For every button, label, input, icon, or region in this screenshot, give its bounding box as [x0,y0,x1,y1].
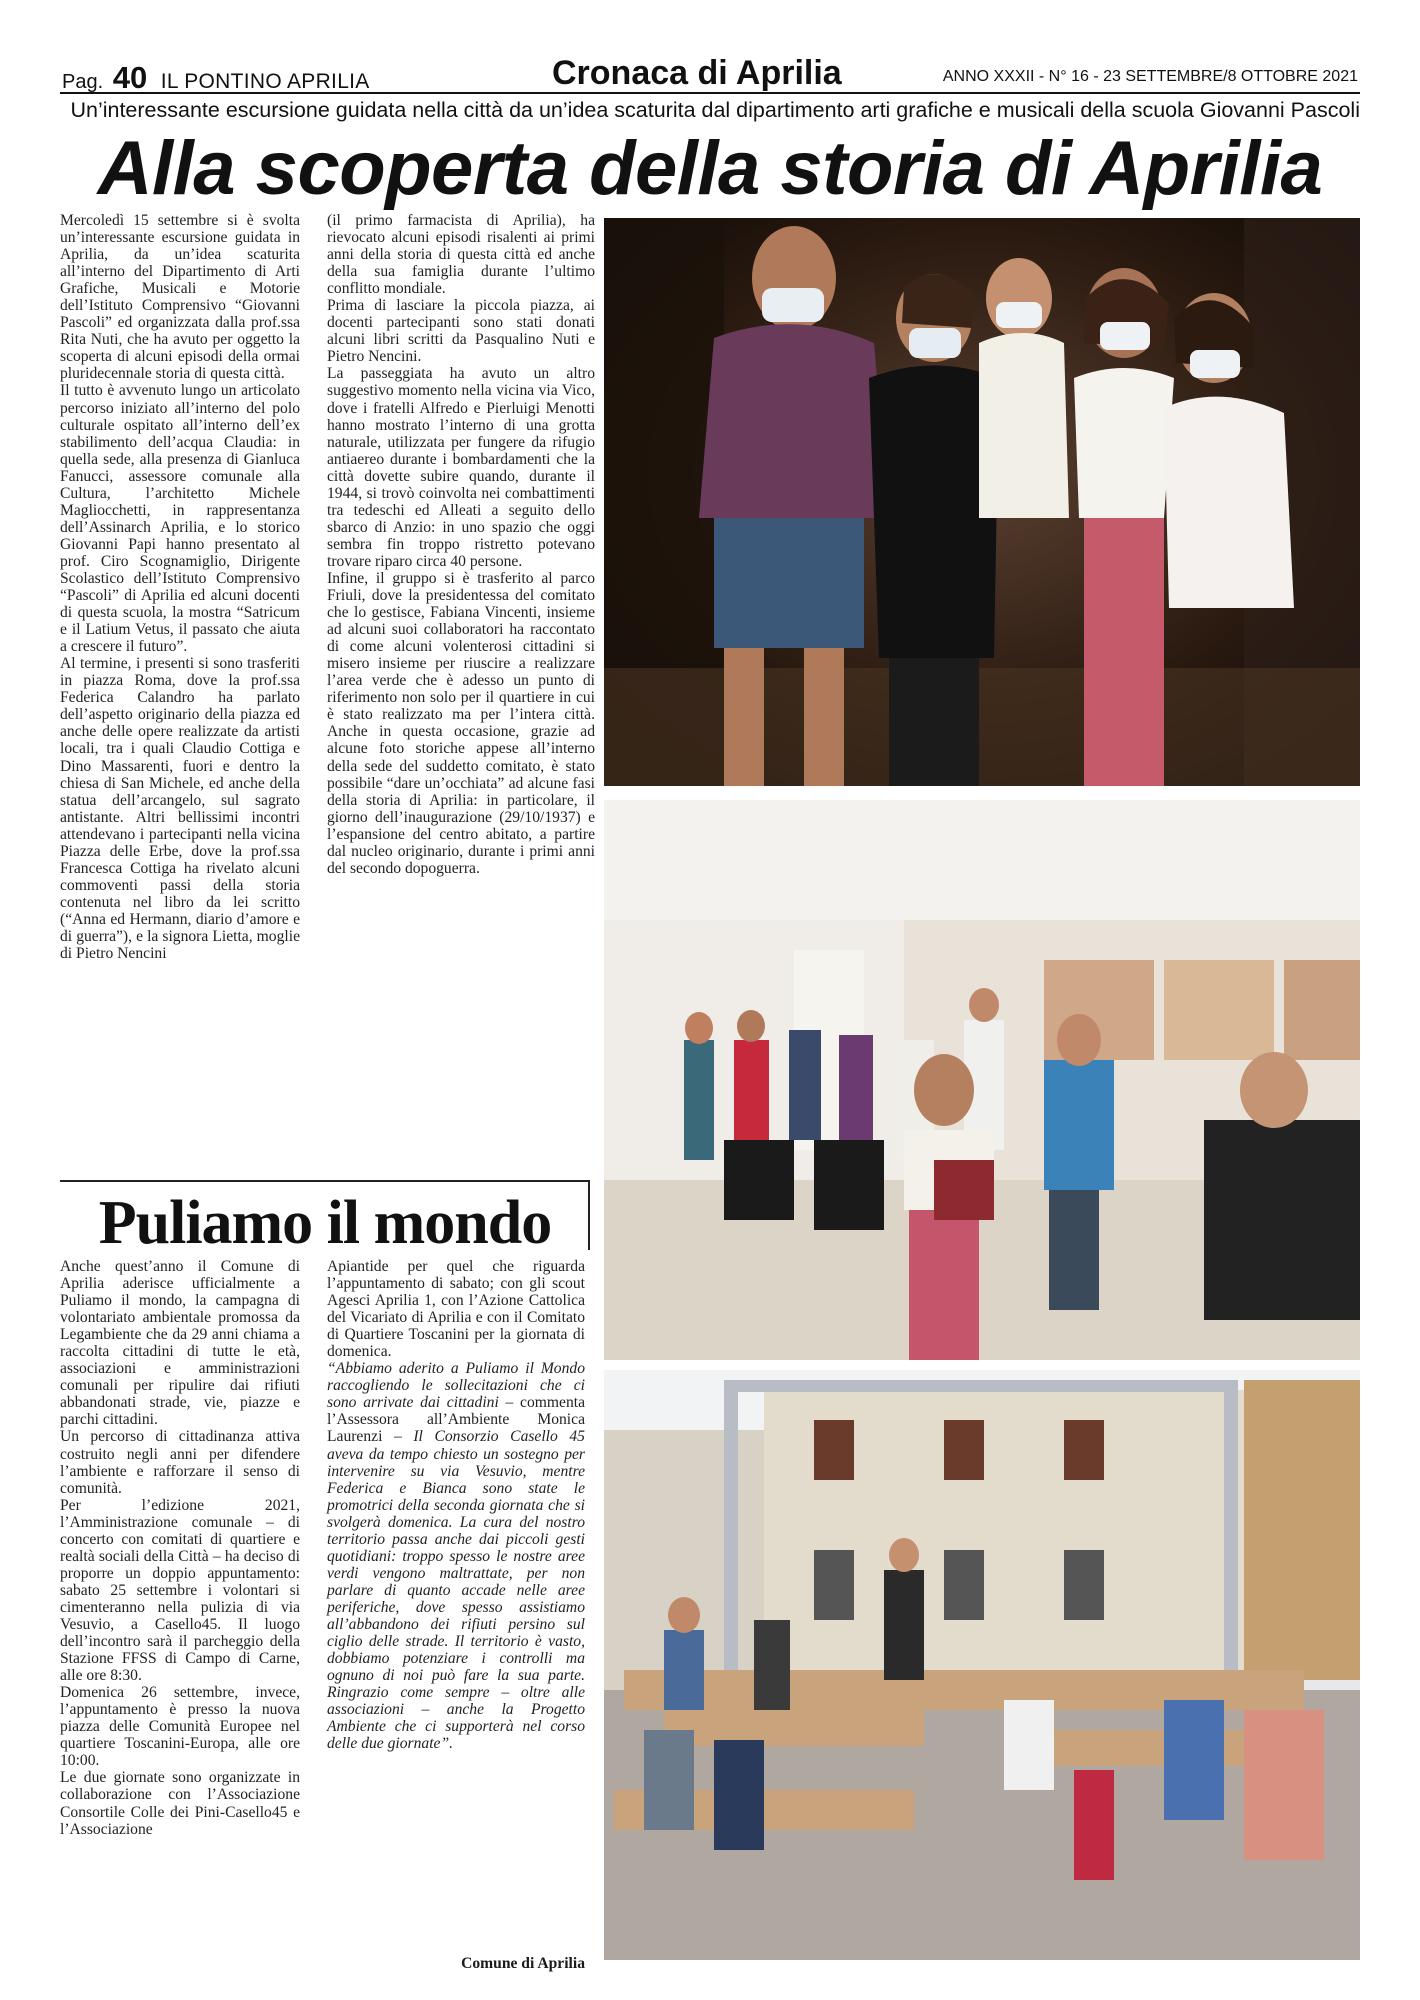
article2-signature: Comune di Aprilia [461,1955,585,1972]
article2-column-2 [327,1258,585,1752]
article2-paragraph: Anche quest’anno il Comune di Aprilia aderisce ufficialmente a Puliamo il mondo, la campagna di volontariato ambientale promossa da Legambiente che da 29 anni chiama a raccolta cittadini di tutte le età, associazioni e amministrazioni comunali per ripulire dai rifiuti abbandonati strade, vie, piazze e parchi cittadini. [60,1258,300,1429]
page-header-left [62,60,370,96]
article2-headline: Puliamo il mondo [98,1189,552,1257]
article1-paragraph: Al termine, i presenti si sono trasferiti in piazza Roma, dove la prof.ssa Federica Calandro ha parlato dell’aspetto originario della piazza ed anche delle opere realizzate da artisti locali, tra i quali Claudio Cottiga e Dino Massarenti, fuori e dentro la chiesa di San Michele, ed anche della statua dell’arcangelo, sul sagrato antistante. Altri bellissimi incontri attendevano i partecipanti nella vicina Piazza delle Erbe, dove la prof.ssa Francesca Cottiga ha rivelato alcuni commoventi passi della storia contenuta nel libro da lei scritto (“Anna ed Hermann, diario d’amore e di guerra”), e la signora Lietta, moglie di Pietro Nencini [60,655,300,963]
newspaper-name: IL PONTINO APRILIA [160,70,370,93]
article2-quote-paragraph [327,1360,585,1752]
article2-paragraph: Per l’edizione 2021, l’Amministrazione comunale – di concerto con comitati di quartiere e realtà sociali della Città – ha deciso di proporre un doppio appuntamento: sabato 25 settembre i volontari si cimenteranno nella pulizia di via Vesuvio, a Casello45. Il luogo dell’incontro sarà il parcheggio della Stazione FFSS di Campo di Carne, alle ore 8:30. [60,1496,300,1685]
article1-paragraph: Il tutto è avvenuto lungo un articolato percorso iniziato all’interno del polo culturale ospitato all’interno dell’ex stabilimento dell’acqua Claudia: in quella sede, alla presenza di Gianluca Fanucci, assessore comunale alla Cultura, l’architetto Michele Magliocchetti, in rappresentanza dell’Assinarch Aprilia, e lo storico Giovanni Papi hanno presentato al prof. Ciro Scognamiglio, Dirigente Scolastico dell’Istituto Comprensivo “Pascoli” di Aprilia ed alcuni docenti di questa scuola, la mostra “Satricum e il Latium Vetus, il passato che aiuta a crescere il futuro”. [60,382,300,656]
issue-info: ANNO XXXII - N° 16 - 23 SETTEMBRE/8 OTTOBRE 2021 [942,68,1358,85]
article2-paragraph: Domenica 26 settembre, invece, l’appuntamento è presso la nuova piazza delle Comunità Europee nel quartiere Toscanini-Europa, alle ore 10:00. [60,1684,300,1770]
page-label: Pag. [62,71,104,93]
header-rule [60,92,1360,94]
article2-column-1 [60,1258,300,1838]
page-number: 40 [112,60,148,95]
photo-exhibition-room [604,800,1360,1360]
quote-attribution: – commenta l’Assessora all’Ambiente Monica Laurenzi – [327,1394,586,1446]
quote-part-b: Il Consorzio Casello 45 aveva da tempo chiesto un sostegno per intervenire su via Vesuvio, mentre Federica e Bianca sono state le promotrici della seconda giornata che si svolgerà domenica. La cura del nostro territorio passa anche dai piccoli gesti quotidiani: troppo spesso le nostre aree verdi vengono maltrattate, per non parlare di quanto accade nelle aree periferiche, dove spesso assistiamo all’abbandono dei rifiuti persino sul ciglio delle strade. Il territorio è vasto, dobbiamo potenziare i controlli ma ognuno di noi può fare la sua parte. Ringrazio come sempre – oltre alle associazioni – anche la Progetto Ambiente che ci supporterà nel corso delle due giornate”. [327,1428,585,1753]
article1-kicker: Un’interessante escursione guidata nella città da un’idea scaturita dal dipartimento arti grafiche e musicali della scuola Giovanni Pascoli [70,98,1360,122]
article1-paragraph: Mercoledì 15 settembre si è svolta un’interessante escursione guidata in Aprilia, da un’idea scaturita all’interno del Dipartimento di Arti Grafiche, Musicali e Motorie dell’Istituto Comprensivo “Giovanni Pascoli” ed organizzata dalla prof.ssa Rita Nuti, che ha avuto per oggetto la scoperta di alcuni episodi della ormai pluridecennale storia di questa città. [60,212,300,383]
quote-part-a: “Abbiamo aderito a Puliamo il Mondo raccogliendo le sollecitazioni che ci sono arrivate dai cittadini [327,1360,585,1412]
article1-paragraph: Prima di lasciare la piccola piazza, ai docenti partecipanti sono stati donati alcuni libri scritti da Pasqualino Nuti e Pietro Nencini. [327,297,595,366]
article2-top-rule [60,1180,590,1182]
article1-paragraph: La passeggiata ha avuto un altro suggestivo momento nella vicina via Vico, dove i fratelli Alfredo e Pierluigi Menotti hanno mostrato l’interno di una grotta naturale, utilizzata per fungere da rifugio antiaereo durante i bombardamenti che la città dovette subire quando, durante il 1944, si trovò coinvolta nei combattimenti tra tedeschi ed Alleati a seguito dello sbarco di Anzio: in uno spazio che oggi sembra fin troppo ristretto potevano trovare riparo circa 40 persone. [327,365,595,570]
section-title: Cronaca di Aprilia [552,54,842,92]
article1-paragraph: (il primo farmacista di Aprilia), ha rievocato alcuni episodi risalenti ai primi anni della storia di questa città ed anche della sua famiglia durante l’ultimo conflitto mondiale. [327,212,595,298]
article2-paragraph: Un percorso di cittadinanza attiva costruito negli anni per difendere l’ambiente e rafforzare il senso di comunità. [60,1428,300,1497]
article1-headline: Alla scoperta della storia di Aprilia [97,126,1323,211]
article1-paragraph: Infine, il gruppo si è trasferito al parco Friuli, dove la presidentessa del comitato che lo gestisce, Fabiana Vincenti, insieme ad alcuni suoi collaboratori ha raccontato di come alcuni volenterosi cittadini si misero insieme per riuscire a realizzare l’area verde che è adesso un punto di riferimento non solo per il quartiere in cui è stato realizzato ma per l’intera città. Anche in questa occasione, grazie ad alcune foto storiche appese all’interno della sede del suddetto comitato, è stato possibile “dare un’occhiata” ad alcune fasi della storia di Aprilia: in particolare, il giorno dell’inaugurazione (29/10/1937) e l’espansione del centro abitato, a partire dal nucleo originario, durante i primi anni del secondo dopoguerra. [327,569,595,877]
photo-square-gathering [604,1370,1360,1960]
photo-cave-group [604,218,1360,786]
article1-column-2 [327,212,595,877]
article2-paragraph: Apiantide per quel che riguarda l’appuntamento di sabato; con gli scout Agesci Aprilia 1, con l’Azione Cattolica del Vicariato di Aprilia e con il Comitato di Quartiere Toscanini per la giornata di domenica. [327,1258,585,1361]
article2-paragraph: Le due giornate sono organizzate in collaborazione con l’Associazione Consortile Colle dei Pini-Casello45 e l’Associazione [60,1769,300,1838]
article1-column-1 [60,212,300,962]
